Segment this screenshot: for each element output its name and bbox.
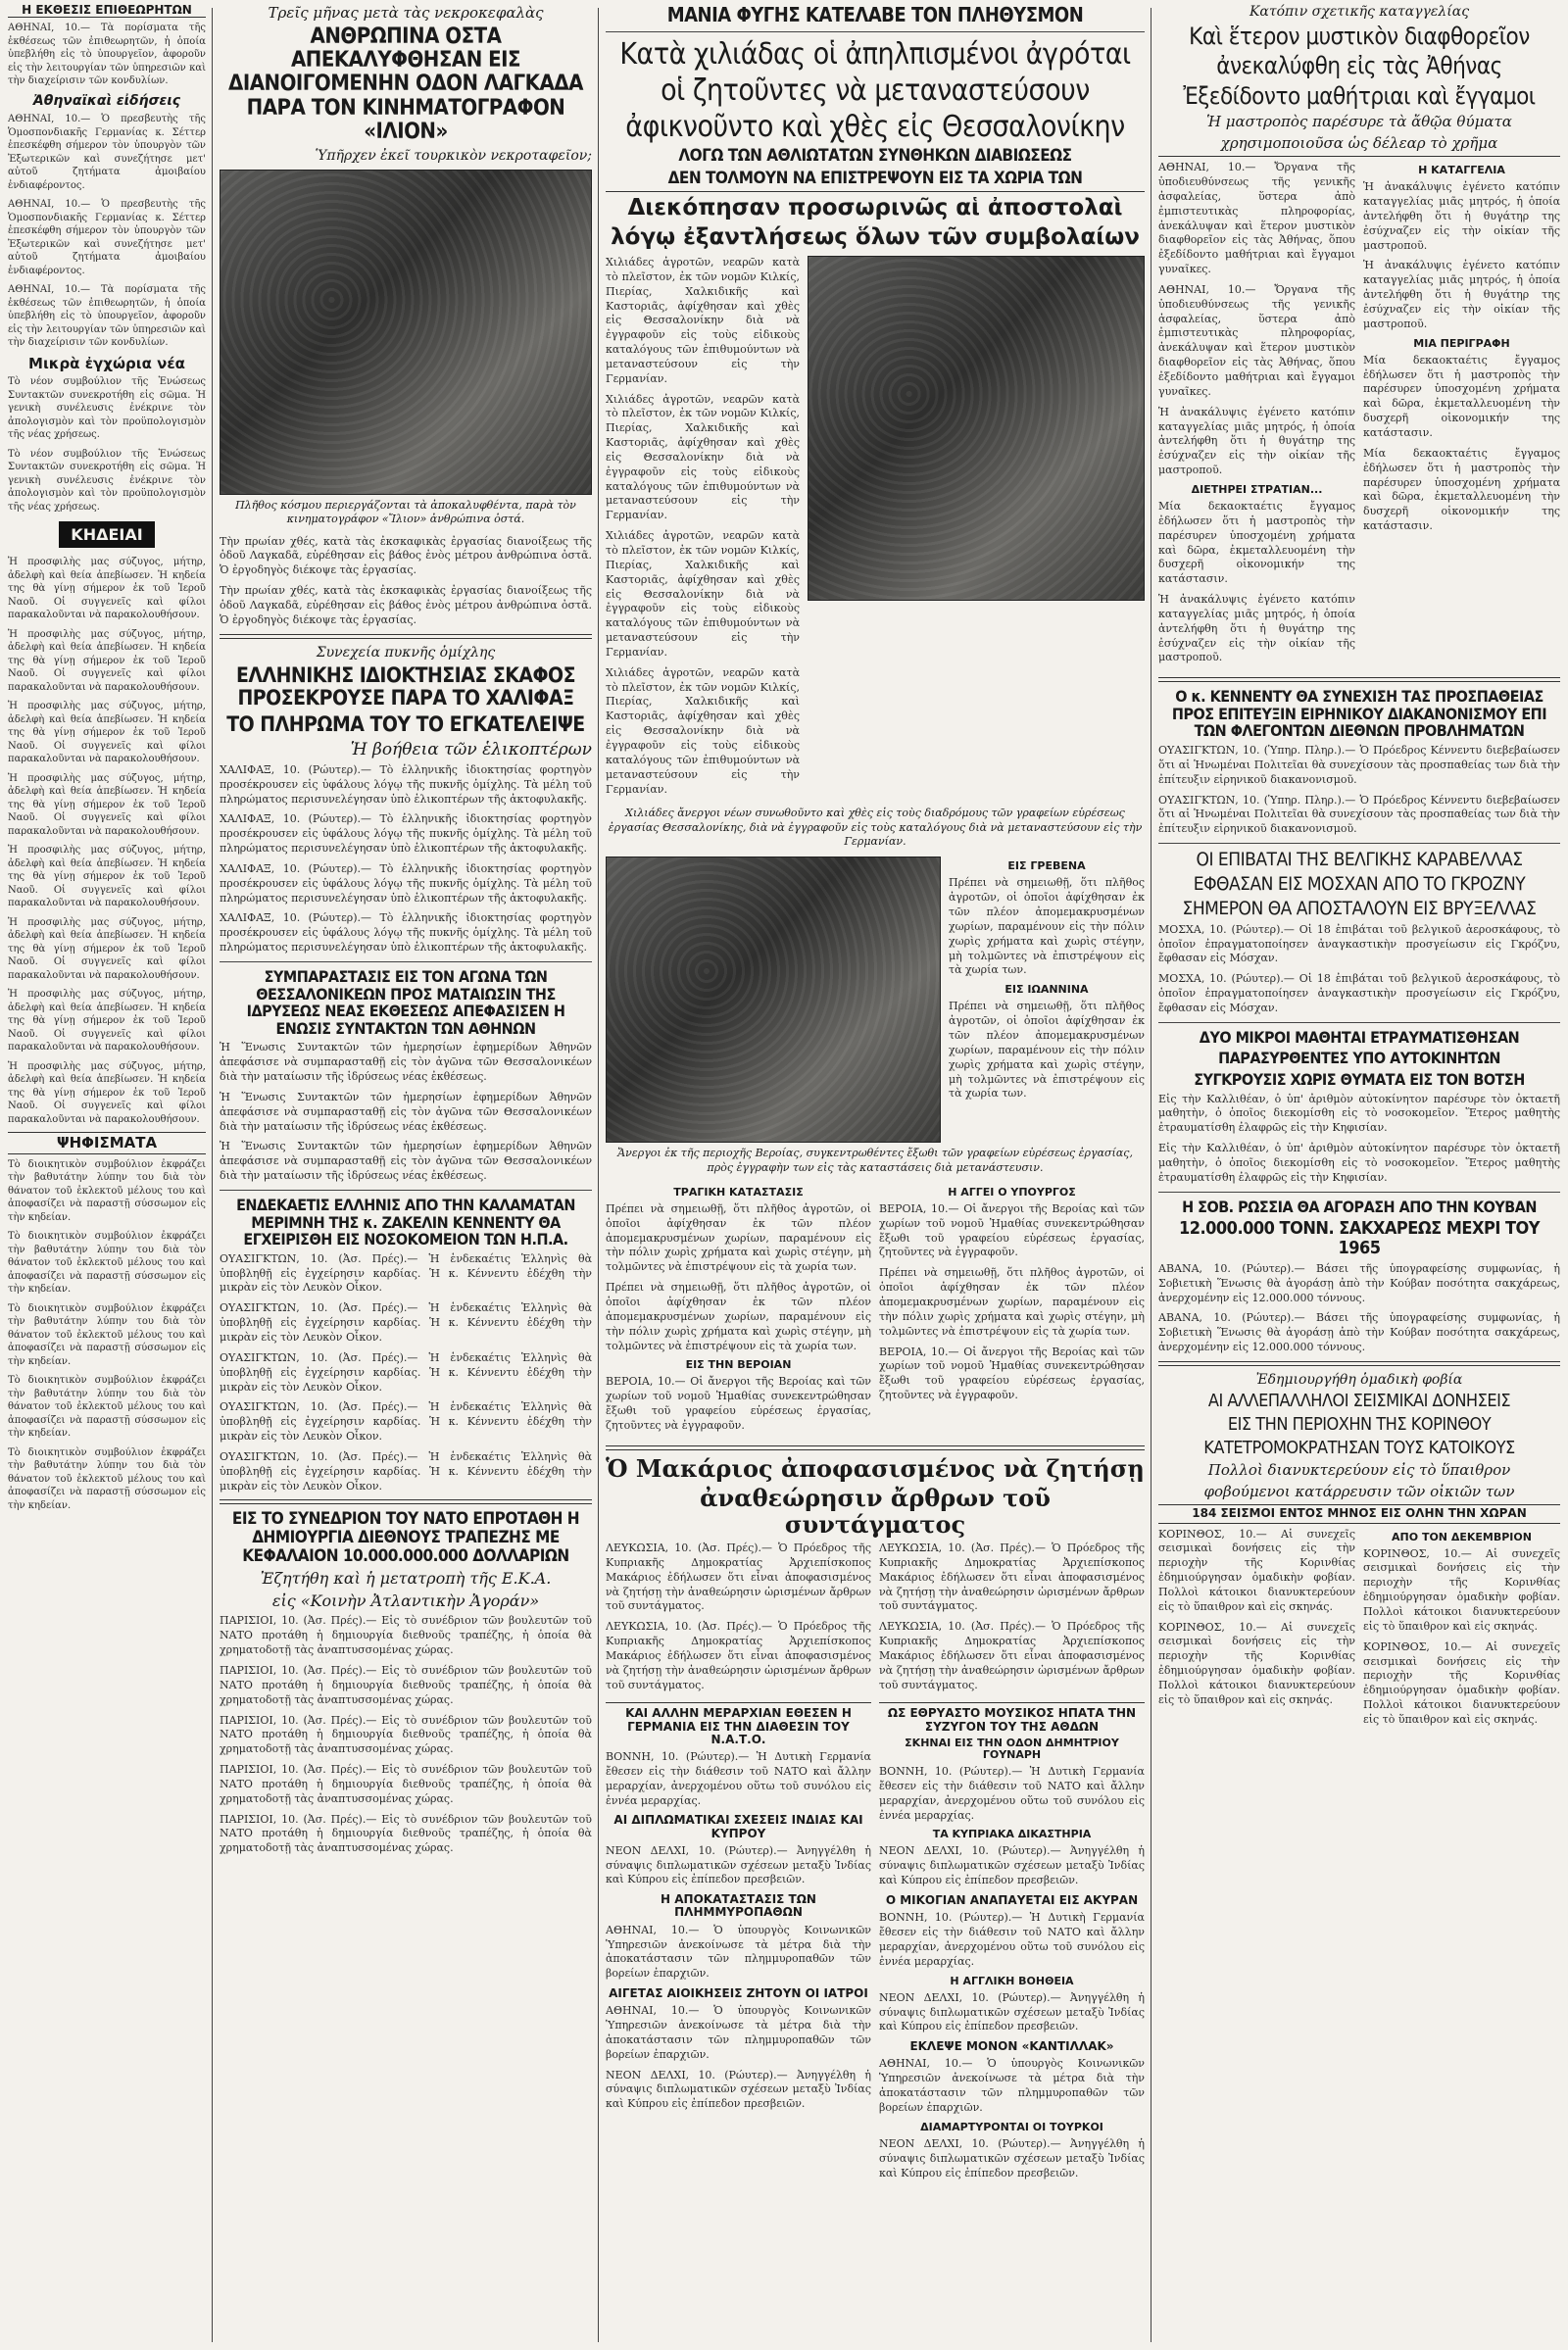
c3-article-3b: ΒΕΡΟΙΑ, 10.— Οἱ ἄνεργοι τῆς Βεροίας καὶ τῶν χωρίων τοῦ νομοῦ Ἠμαθίας συνεκεντρώθησαν ἔξωθι τοῦ γραφείου εὑρέσεως ἐργασίας, ζητοῦντες νὰ ἐγγραφοῦν. bbox=[879, 1201, 1145, 1259]
c2-subheadline: Ὑπῆρχεν ἐκεῖ τουρκικὸν νεκροταφεῖον; bbox=[315, 147, 592, 164]
c3-article-3d: ΒΕΡΟΙΑ, 10.— Οἱ ἄνεργοι τῆς Βεροίας καὶ τῶν χωρίων τοῦ νομοῦ Ἠμαθίας συνεκεντρώθησαν ἔξωθι τοῦ γραφείου εὑρέσεως ἐργασίας, ζητοῦντες νὰ ἐγγραφοῦν. bbox=[879, 1345, 1145, 1402]
c4-headline-4c: ΣΥΓΚΡΟΥΣΙΣ ΧΩΡΙΣ ΘΥΜΑΤΑ ΕΙΣ ΤΟΝ ΒΟΤΣΗ bbox=[1194, 1070, 1525, 1090]
c4-article-7: ΑΒΑΝΑ, 10. (Ρώυτερ).— Βάσει τῆς ὑπογραφείσης συμφωνίας, ἡ Σοβιετικὴ Ἕνωσις θὰ ἀγοράσῃ ἀπὸ τὴν Κούβαν ποσότητα σακχάρεως, ἀνερχομένην εἰς 12.000.000 τόννους. bbox=[1158, 1261, 1560, 1304]
c2-article-5: ΠΑΡΙΣΙΟΙ, 10. (Ἀσ. Πρές).— Εἰς τὸ συνέδριον τῶν βουλευτῶν τοῦ ΝΑΤΟ προτάθη ἡ δημιουργία διεθνοῦς τραπέζης, ἡ ὁποία θὰ χρηματοδοτῇ τὰς ἀναπτυσσομένας χώρας. bbox=[220, 1614, 592, 1657]
left-headline-3: Μικρὰ ἐγχώρια νέα bbox=[28, 354, 185, 372]
c2-rule-3 bbox=[220, 1190, 592, 1191]
c2-article-5b: ΠΑΡΙΣΙΟΙ, 10. (Ἀσ. Πρές).— Εἰς τὸ συνέδριον τῶν βουλευτῶν τοῦ ΝΑΤΟ προτάθη ἡ δημιουργία διεθνοῦς τραπέζης, ἡ ὁποία θὰ χρηματοδοτῇ τὰς ἀναπτυσσομένας χώρας. bbox=[220, 1664, 592, 1706]
c4-headline-6c: ΚΑΤΕΤΡΟΜΟΚΡΑΤΗΣΑΝ ΤΟΥΣ ΚΑΤΟΙΚΟΥΣ bbox=[1203, 1437, 1515, 1458]
left-obituary-5: Ἡ προσφιλὴς μας σύζυγος, μήτηρ, ἀδελφὴ καὶ θεία ἀπεβίωσεν. Ἡ κηδεία της θὰ γίνῃ σήμερον ἐκ τοῦ Ἱεροῦ Ναοῦ. Οἱ συγγενεῖς καὶ φίλοι παρακαλοῦνται νὰ παρακολουθήσουν. bbox=[8, 845, 206, 909]
left-obituary-7: Ἡ προσφιλὴς μας σύζυγος, μήτηρ, ἀδελφὴ καὶ θεία ἀπεβίωσεν. Ἡ κηδεία της θὰ γίνῃ σήμερον ἐκ τοῦ Ἱεροῦ Ναοῦ. Οἱ συγγενεῖς καὶ φίλοι παρακαλοῦνται νὰ παρακολουθήσουν. bbox=[8, 989, 206, 1053]
c2-kicker: Τρεῖς μῆνας μετὰ τὰς νεκροκεφαλὰς bbox=[268, 4, 544, 22]
c4-rule-2 bbox=[1158, 843, 1560, 844]
c3-brief-1: ΚΑΙ ΑΛΛΗΝ ΜΕΡΑΡΧΙΑΝ ΕΘΕΣΕΝ Η ΓΕΡΜΑΝΙΑ ΕΙΣ ΤΗΝ ΔΙΑΘΕΣΙΝ ΤΟΥ Ν.Α.Τ.Ο. bbox=[606, 1702, 871, 1746]
c4-headline-1b: ἀνεκαλύφθη εἰς τὰς Ἀθήνας bbox=[1216, 52, 1502, 80]
c4-article-8: ΚΟΡΙΝΘΟΣ, 10.— Αἱ συνεχεῖς σεισμικαὶ δονήσεις εἰς τὴν περιοχὴν τῆς Κορινθίας ἐδημιούργησαν ὁμαδικὴν φοβίαν. Πολλοὶ κάτοικοι διανυκτερεύουν εἰς τὸ ὕπαιθρον καὶ εἰς σκηνάς. bbox=[1158, 1527, 1355, 1613]
c3-sub-grevena: ΕΙΣ ΓΡΕΒΕΝΑ bbox=[1007, 859, 1086, 873]
c2-article-3b: Ἡ Ἕνωσις Συντακτῶν τῶν ἡμερησίων ἐφημερίδων Ἀθηνῶν ἀπεφάσισε νὰ συμπαρασταθῇ εἰς τὸν ἀγῶνα τῶν Θεσσαλονικέων διὰ τὴν ματαίωσιν τῆς ἱδρύσεως νέας ἐκθέσεως. bbox=[220, 1090, 592, 1133]
c2-article-3c: Ἡ Ἕνωσις Συντακτῶν τῶν ἡμερησίων ἐφημερίδων Ἀθηνῶν ἀπεφάσισε νὰ συμπαρασταθῇ εἰς τὸν ἀγῶνα τῶν Θεσσαλονικέων διὰ τὴν ματαίωσιν τῆς ἱδρύσεως νέας ἐκθέσεως. bbox=[220, 1140, 592, 1183]
c4-sub-1: Ἡ μαστροπὸς παρέσυρε τὰ ἄθῷα θύματα bbox=[1206, 113, 1512, 131]
c3-article-4b: ΛΕΥΚΩΣΙΑ, 10. (Ἀσ. Πρές).— Ὁ Πρόεδρος τῆς Κυπριακῆς Δημοκρατίας Ἀρχιεπίσκοπος Μακάριος ἐδήλωσεν ὅτι εἶναι ἀποφασισμένος νὰ ζητήσῃ τὴν ἀναθεώρησιν ὡρισμένων ἄρθρων τοῦ συντάγματος. bbox=[606, 1620, 871, 1691]
c2-sub-2: Ἡ βοήθεια τῶν ἑλικοπτέρων bbox=[350, 739, 592, 759]
c3-sub-ioannina: ΕΙΣ ΙΩΑΝΝΙΝΑ bbox=[1004, 983, 1089, 997]
left-article-2b: ΑΘΗΝΑΙ, 10.— Ὁ πρεσβευτὴς τῆς Ὁμοσπονδιακῆς Γερμανίας κ. Σέττερ ἐπεσκέφθη σήμερον τὸν ὑπουργὸν τῶν Ἐξωτερικῶν καὶ συνεζήτησε μετ' αὐτοῦ ζητήματα ἀμοιβαίου ἐνδιαφέροντος. bbox=[8, 199, 206, 276]
c4-headline-6a: ΑΙ ΑΛΛΕΠΑΛΛΗΛΟΙ ΣΕΙΣΜΙΚΑΙ ΔΟΝΗΣΕΙΣ bbox=[1207, 1390, 1511, 1411]
c3-headline-1c: ἀφικνοῦντο καὶ χθὲς εἰς Θεσσαλονίκην bbox=[625, 110, 1125, 144]
c4-article-1: ΑΘΗΝΑΙ, 10.— Ὄργανα τῆς ὑποδιευθύνσεως τῆς γενικῆς ἀσφαλείας, ὕστερα ἀπὸ ἐμπιστευτικὰς πληροφορίας, ἀνεκάλυψαν καὶ ἕτερον μυστικὸν διαφθορεῖον εἰς τὰς Ἀθήνας, ὅπου ἐξεδίδοντο μαθήτριαι καὶ ἔγγαμοι γυναῖκες. bbox=[1158, 161, 1355, 276]
kedeiai-heading: ΚΗΔΕΙΑΙ bbox=[59, 521, 154, 548]
c3-brief-7: ΤΑ ΚΥΠΡΙΑΚΑ ΔΙΚΑΣΤΗΡΙΑ bbox=[932, 1828, 1092, 1841]
c4-sub-1b: χρησιμοποιοῦσα ὡς δέλεαρ τὸ χρῆμα bbox=[1158, 134, 1560, 157]
c4-sub-army: ΔΙΕΤΗΡΕΙ ΣΤΡΑΤΙΑΝ... bbox=[1191, 482, 1323, 496]
c2-article-4b: ΟΥΑΣΙΓΚΤΩΝ, 10. (Ἀσ. Πρές).— Ἡ ἑνδεκαέτις Ἑλληνὶς θὰ ὑποβληθῇ εἰς ἐγχείρησιν καρδίας. Ἡ κ. Κέννεντυ ἐδέχθη τὴν μικρὰν εἰς τὸν Λευκὸν Οἶκον. bbox=[220, 1301, 592, 1344]
c3-brief-9: Η ΑΓΓΛΙΚΗ ΒΟΗΘΕΙΑ bbox=[950, 1974, 1074, 1987]
c4-rule-5 bbox=[1158, 1361, 1560, 1366]
left-headline-1: Η ΕΚΘΕΣΙΣ ΕΠΙΘΕΩΡΗΤΩΝ bbox=[8, 4, 206, 18]
c3-brief-4-text: ΑΘΗΝΑΙ, 10.— Ὁ ὑπουργὸς Κοινωνικῶν Ὑπηρεσιῶν ἀνεκοίνωσε τὰ μέτρα διὰ τὴν ἀποκατάστασιν τῶν πλημμυροπαθῶν τῶν βορείων ἐπαρχιῶν. bbox=[606, 2004, 871, 2061]
left-article-3b: Τὸ νέον συμβούλιον τῆς Ἑνώσεως Συντακτῶν συνεκροτήθη εἰς σῶμα. Ἡ γενικὴ συνέλευσις ἐνέκρινε τὸν ἀπολογισμὸν καὶ τὸν προϋπολογισμὸν τῆς νέας χρήσεως. bbox=[8, 448, 206, 513]
c2-rule-4 bbox=[220, 1499, 592, 1504]
column-rule-3 bbox=[1151, 8, 1152, 2342]
c4-article-1d: Μία δεκαοκταέτις ἔγγαμος ἐδήλωσεν ὅτι ἡ μαστροπὸς τὴν παρέσυρεν ὑποσχομένη χρήματα καὶ δῶρα, ἐκμεταλλευομένη τὴν δυσχερῆ οἰκονομικήν της κατάστασιν. bbox=[1158, 499, 1355, 586]
c4-headline-1a: Καὶ ἕτερον μυστικὸν διαφθορεῖον bbox=[1189, 23, 1530, 50]
left-resolution-4: Τὸ διοικητικὸν συμβούλιον ἐκφράζει τὴν βαθυτάτην λύπην του διὰ τὸν θάνατον τοῦ ἐκλεκτοῦ μέλους του καὶ ἀποφασίζει νὰ παραστῇ σύσσωμον εἰς τὴν κηδείαν. bbox=[8, 1375, 206, 1440]
c4-sub-complaint: Η ΚΑΤΑΓΓΕΛΙΑ bbox=[1418, 164, 1505, 177]
c3-headline-1b: οἱ ζητοῦντες νὰ μεταναστεύσουν bbox=[661, 73, 1090, 108]
left-article-2: ΑΘΗΝΑΙ, 10.— Ὁ πρεσβευτὴς τῆς Ὁμοσπονδιακῆς Γερμανίας κ. Σέττερ ἐπεσκέφθη σήμερον τὸν ὑπουργὸν τῶν Ἐξωτερικῶν καὶ συνεζήτησε μετ' αὐτοῦ ζητήματα ἀμοιβαίου ἐνδιαφέροντος. bbox=[8, 114, 206, 191]
left-headline-2: Ἀθηναϊκαὶ εἰδήσεις bbox=[32, 92, 181, 109]
c4-headline-4a: ΔΥΟ ΜΙΚΡΟΙ ΜΑΘΗΤΑΙ ΕΤΡΑΥΜΑΤΙΣΘΗΣΑΝ bbox=[1199, 1027, 1520, 1047]
c4-article-7b: ΑΒΑΝΑ, 10. (Ρώυτερ).— Βάσει τῆς ὑπογραφείσης συμφωνίας, ἡ Σοβιετικὴ Ἕνωσις θὰ ἀγοράσῃ ἀπὸ τὴν Κούβαν ποσότητα σακχάρεως, ἀνερχομένην εἰς 12.000.000 τόννους. bbox=[1158, 1311, 1560, 1354]
c3-article-1d: Χιλιάδες ἀγροτῶν, νεαρῶν κατὰ τὸ πλεῖστον, ἐκ τῶν νομῶν Κιλκίς, Πιερίας, Χαλκιδικῆς καὶ Καστοριᾶς, ἀφίχθησαν καὶ χθὲς εἰς Θεσσαλονίκην διὰ νὰ ἐγγραφοῦν εἰς τοὺς εἰδικοὺς καταλόγους τῶν ἐπιθυμούντων νὰ μεταναστεύσουν εἰς τὴν Γερμανίαν. bbox=[606, 665, 800, 796]
c3-article-3: ΒΕΡΟΙΑ, 10.— Οἱ ἄνεργοι τῆς Βεροίας καὶ τῶν χωρίων τοῦ νομοῦ Ἠμαθίας συνεκεντρώθησαν ἔξωθι τοῦ γραφείου εὑρέσεως ἐργασίας, ζητοῦντες νὰ ἐγγραφοῦν. bbox=[606, 1375, 871, 1432]
c2-sub-5: Ἐζητήθη καὶ ἡ μετατροπὴ τῆς Ε.Κ.Α. bbox=[260, 1569, 552, 1589]
c3-article-4c: ΛΕΥΚΩΣΙΑ, 10. (Ἀσ. Πρές).— Ὁ Πρόεδρος τῆς Κυπριακῆς Δημοκρατίας Ἀρχιεπίσκοπος Μακάριος ἐδήλωσεν ὅτι εἶναι ἀποφασισμένος νὰ ζητήσῃ τὴν ἀναθεώρησιν ὡρισμένων ἄρθρων τοῦ συντάγματος. bbox=[879, 1542, 1145, 1613]
c3-brief-11: ΔΙΑΜΑΡΤΥΡΟΝΤΑΙ ΟΙ ΤΟΥΡΚΟΙ bbox=[920, 2120, 1103, 2133]
c4-kicker-6: Ἐδημιουργήθη ὁμαδικὴ φοβία bbox=[1255, 1371, 1463, 1388]
left-obituary-1: Ἡ προσφιλὴς μας σύζυγος, μήτηρ, ἀδελφὴ καὶ θεία ἀπεβίωσεν. Ἡ κηδεία της θὰ γίνῃ σήμερον ἐκ τοῦ Ἱεροῦ Ναοῦ. Οἱ συγγενεῖς καὶ φίλοι παρακαλοῦνται νὰ παρακολουθήσουν. bbox=[8, 557, 206, 621]
c4-article-1b: ΑΘΗΝΑΙ, 10.— Ὄργανα τῆς ὑποδιευθύνσεως τῆς γενικῆς ἀσφαλείας, ὕστερα ἀπὸ ἐμπιστευτικὰς πληροφορίας, ἀνεκάλυψαν καὶ ἕτερον μυστικὸν διαφθορεῖον εἰς τὰς Ἀθήνας, ὅπου ἐξεδίδοντο μαθήτριαι καὶ ἔγγαμοι γυναῖκες. bbox=[1158, 282, 1355, 398]
c4-sub-6b: φοβούμενοι κατάρρευσιν τῶν οἰκιῶν των bbox=[1203, 1483, 1515, 1501]
c2-article-2: ΧΑΛΙΦΑΞ, 10. (Ρώυτερ).— Τὸ ἑλληνικῆς ἰδιοκτησίας φορτηγὸν προσέκρουσεν εἰς ὑφάλους λόγῳ τῆς πυκνῆς ὁμίχλης. Τὰ μέλη τοῦ πληρώματος περισυνελέγησαν ὑπὸ ἑλικοπτέρων τῆς ἀκτοφυλακῆς. bbox=[220, 762, 592, 806]
c3-headline-1a: Κατὰ χιλιάδας οἱ ἀπηλπισμένοι ἀγρόται bbox=[619, 37, 1131, 72]
c4-sub-6d: ΑΠΟ ΤΟΝ ΔΕΚΕΜΒΡΙΟΝ bbox=[1392, 1530, 1532, 1543]
c4-headline-1c: Ἐξεδίδοντο μαθήτριαι καὶ ἔγγαμοι bbox=[1183, 81, 1536, 110]
c3-subhead-1: ΛΟΓΩ ΤΩΝ ΑΘΛΙΩΤΑΤΩΝ ΣΥΝΘΗΚΩΝ ΔΙΑΒΙΩΣΕΩΣ bbox=[678, 146, 1072, 166]
c3-headline-3a: Ὁ Μακάριος ἀποφασισμένος νὰ ζητήσῃ bbox=[606, 1453, 1145, 1483]
column-2 bbox=[220, 0, 592, 2350]
c2-article-5e: ΠΑΡΙΣΙΟΙ, 10. (Ἀσ. Πρές).— Εἰς τὸ συνέδριον τῶν βουλευτῶν τοῦ ΝΑΤΟ προτάθη ἡ δημιουργία διεθνοῦς τραπέζης, ἡ ὁποία θὰ χρηματοδοτῇ τὰς ἀναπτυσσομένας χώρας. bbox=[220, 1812, 592, 1855]
left-obituary-8: Ἡ προσφιλὴς μας σύζυγος, μήτηρ, ἀδελφὴ καὶ θεία ἀπεβίωσεν. Ἡ κηδεία της θὰ γίνῃ σήμερον ἐκ τοῦ Ἱεροῦ Ναοῦ. Οἱ συγγενεῖς καὶ φίλοι παρακαλοῦνται νὰ παρακολουθήσουν. bbox=[8, 1060, 206, 1125]
c2-photo-caption: Πλῆθος κόσμου περιεργάζονται τὰ ἀποκαλυφθέντα, παρὰ τὸν κινηματογράφον «Ἴλιον» ἀνθρώπινα ὀστά. bbox=[235, 498, 576, 526]
c4-article-6b: Εἰς τὴν Καλλιθέαν, ὁ ὑπ' ἀριθμὸν αὐτοκίνητον παρέσυρε τὸν ὀκταετῆ μαθητὴν, ὁ ὁποῖος διεκομίσθη εἰς τὸ νοσοκομεῖον. Ἕτερος μαθητὴς ἐτραυματίσθη ἐλαφρῶς εἰς τὴν Κηφισίαν. bbox=[1158, 1142, 1560, 1184]
c4-rule-4 bbox=[1158, 1192, 1560, 1193]
c3-brief-10: ΕΚΛΕΨΕ ΜΟΝΟΝ «ΚΑΝΤΙΛΛΑΚ» bbox=[909, 2039, 1114, 2054]
c3-photo-1-caption: Χιλιάδες ἄνεργοι νέων συνωθοῦντο καὶ χθὲς εἰς τοὺς διαδρόμους τῶν γραφείων εὑρέσεως ἐργασίας Θεσσαλονίκης, διὰ νὰ ἐγγραφοῦν εἰς τοὺς καταλόγους διὰ νὰ μεταναστεύσουν εἰς τὴν Γερμανίαν. bbox=[608, 807, 1143, 848]
c4-article-1e: Ἡ ἀνακάλυψις ἐγένετο κατόπιν καταγγελίας μιᾶς μητρός, ἡ ὁποία ἀντελήφθη ὅτι ἡ θυγάτηρ της ἐσύχναζεν εἰς τὴν οἰκίαν τῆς μαστροποῦ. bbox=[1158, 593, 1355, 664]
c3-brief-2: ΑΙ ΔΙΠΛΩΜΑΤΙΚΑΙ ΣΧΕΣΕΙΣ ΙΝΔΙΑΣ ΚΑΙ ΚΥΠΡΟΥ bbox=[613, 1813, 863, 1840]
c3-brief-8-text: ΒΟΝΝΗ, 10. (Ρώυτερ).— Ἡ Δυτικὴ Γερμανία ἔθεσεν εἰς τὴν διάθεσιν τοῦ ΝΑΤΟ καὶ ἄλλην μεραρχίαν, ἀνερχομένου οὕτω τοῦ συνόλου εἰς ἐννέα μεραρχίας. bbox=[879, 1911, 1145, 1968]
c3-rule-mid bbox=[606, 1445, 1145, 1450]
c4-headline-5a: Η ΣΟΒ. ΡΩΣΣΙΑ ΘΑ ΑΓΟΡΑΣΗ ΑΠΟ ΤΗΝ ΚΟΥΒΑΝ bbox=[1182, 1197, 1537, 1216]
c3-article-3c: Πρέπει νὰ σημειωθῇ, ὅτι πλῆθος ἀγροτῶν, οἱ ὁποῖοι ἀφίχθησαν ἐκ τῶν πλέον ἀπομεμακρυσμένων χωρίων, παραμένουν εἰς τὴν πόλιν χωρὶς χρήματα καὶ χωρὶς στέγην, μὴ τολμῶντες νὰ ἐπιστρέψουν εἰς τὰ χωρία των. bbox=[879, 1266, 1145, 1338]
c4-kicker: Κατόπιν σχετικῆς καταγγελίας bbox=[1249, 4, 1470, 20]
c3-brief-6: ΣΚΗΝΑΙ ΕΙΣ ΤΗΝ ΟΔΟΝ ΔΗΜΗΤΡΙΟΥ ΓΟΥΝΑΡΗ bbox=[905, 1736, 1119, 1761]
c3-headline-2b: λόγῳ ἐξαντλήσεως ὅλων τῶν συμβολαίων bbox=[611, 223, 1140, 250]
c3-brief-4-textb: ΝΕΟΝ ΔΕΛΧΙ, 10. (Ρώυτερ).— Ἀνηγγέλθη ἡ σύναψις διπλωματικῶν σχέσεων μεταξὺ Ἰνδίας καὶ Κύπρου εἰς ἐπίπεδον πρεσβειῶν. bbox=[606, 2068, 871, 2111]
c4-headline-3c: ΣΗΜΕΡΟΝ ΘΑ ΑΠΟΣΤΑΛΟΥΝ ΕΙΣ ΒΡΥΞΕΛΛΑΣ bbox=[1182, 897, 1537, 919]
c4-article-2: Ἡ ἀνακάλυψις ἐγένετο κατόπιν καταγγελίας μιᾶς μητρός, ἡ ὁποία ἀντελήφθη ὅτι ἡ θυγάτηρ της ἐσύχναζεν εἰς τὴν οἰκίαν τῆς μαστροποῦ. bbox=[1363, 180, 1560, 252]
c3-photo-1 bbox=[808, 256, 1145, 601]
c2-headline-2: ΕΛΛΗΝΙΚΗΣ ΙΔΙΟΚΤΗΣΙΑΣ ΣΚΑΦΟΣ ΠΡΟΣΕΚΡΟΥΣΕ ΠΑΡΑ ΤΟ ΧΑΛΙΦΑΞ bbox=[235, 662, 576, 710]
c2-article-2b: ΧΑΛΙΦΑΞ, 10. (Ρώυτερ).— Τὸ ἑλληνικῆς ἰδιοκτησίας φορτηγὸν προσέκρουσεν εἰς ὑφάλους λόγῳ τῆς πυκνῆς ὁμίχλης. Τὰ μέλη τοῦ πληρώματος περισυνελέγησαν ὑπὸ ἑλικοπτέρων τῆς ἀκτοφυλακῆς. bbox=[220, 812, 592, 856]
c4-article-8b: ΚΟΡΙΝΘΟΣ, 10.— Αἱ συνεχεῖς σεισμικαὶ δονήσεις εἰς τὴν περιοχὴν τῆς Κορινθίας ἐδημιούργησαν ὁμαδικὴν φοβίαν. Πολλοὶ κάτοικοι διανυκτερεύουν εἰς τὸ ὕπαιθρον καὶ εἰς σκηνάς. bbox=[1158, 1620, 1355, 1706]
c3-brief-2-text: ΝΕΟΝ ΔΕΛΧΙ, 10. (Ρώυτερ).— Ἀνηγγέλθη ἡ σύναψις διπλωματικῶν σχέσεων μεταξὺ Ἰνδίας καὶ Κύπρου εἰς ἐπίπεδον πρεσβειῶν. bbox=[606, 1843, 871, 1886]
left-obituary-3: Ἡ προσφιλὴς μας σύζυγος, μήτηρ, ἀδελφὴ καὶ θεία ἀπεβίωσεν. Ἡ κηδεία της θὰ γίνῃ σήμερον ἐκ τοῦ Ἱεροῦ Ναοῦ. Οἱ συγγενεῖς καὶ φίλοι παρακαλοῦνται νὰ παρακολουθήσουν. bbox=[8, 701, 206, 765]
c4-article-2b: Ἡ ἀνακάλυψις ἐγένετο κατόπιν καταγγελίας μιᾶς μητρός, ἡ ὁποία ἀντελήφθη ὅτι ἡ θυγάτηρ της ἐσύχναζεν εἰς τὴν οἰκίαν τῆς μαστροποῦ. bbox=[1363, 259, 1560, 330]
c2-headline-2b: ΤΟ ΠΛΗΡΩΜΑ ΤΟΥ ΤΟ ΕΓΚΑΤΕΛΕΙΨΕ bbox=[226, 711, 585, 736]
c4-article-4b: ΟΥΑΣΙΓΚΤΩΝ, 10. (Ὑπηρ. Πληρ.).— Ὁ Πρόεδρος Κέννεντυ διεβεβαίωσεν ὅτι αἱ Ἡνωμέναι Πολιτεῖαι θὰ συνεχίσουν τὰς προσπαθείας των διὰ τὴν ἐπίτευξιν εἰρηνικοῦ διακανονισμοῦ. bbox=[1158, 793, 1560, 836]
column-rule-1 bbox=[212, 8, 213, 2342]
c2-article-1: Τὴν πρωίαν χθές, κατὰ τὰς ἐκσκαφικὰς ἐργασίας διανοίξεως τῆς ὁδοῦ Λαγκαδᾶ, εὑρέθησαν εἰς βάθος ἑνὸς μέτρου ἀνθρώπινα ὀστᾶ. Ὁ ἐργοδηγὸς διέκοψε τὰς ἐργασίας. bbox=[220, 534, 592, 577]
c2-article-4d: ΟΥΑΣΙΓΚΤΩΝ, 10. (Ἀσ. Πρές).— Ἡ ἑνδεκαέτις Ἑλληνὶς θὰ ὑποβληθῇ εἰς ἐγχείρησιν καρδίας. Ἡ κ. Κέννεντυ ἐδέχθη τὴν μικρὰν εἰς τὸν Λευκὸν Οἶκον. bbox=[220, 1400, 592, 1444]
c4-article-5: ΜΟΣΧΑ, 10. (Ρώυτερ).— Οἱ 18 ἐπιβάται τοῦ βελγικοῦ ἀεροσκάφους, τὸ ὁποῖον ἐπραγματοποίησεν ἀναγκαστικὴν προσγείωσιν εἰς Γκρόζνυ, ἔφθασαν εἰς Μόσχαν. bbox=[1158, 922, 1560, 965]
c2-headline-3: ΣΥΜΠΑΡΑΣΤΑΣΙΣ ΕΙΣ ΤΟΝ ΑΓΩΝΑ ΤΩΝ ΘΕΣΣΑΛΟΝΙΚΕΩΝ ΠΡΟΣ ΜΑΤΑΙΩΣΙΝ ΤΗΣ ΙΔΡΥΣΕΩΣ ΝΕΑΣ ΕΚΘΕΣΕΩΣ ΑΠΕΦΑΣΙΣΕΝ Η ΕΝΩΣΙΣ ΣΥΝΤΑΚΤΩΝ ΤΩΝ ΑΘΗΝΩΝ bbox=[246, 967, 565, 1038]
c2-kicker-2: Συνεχεία πυκνῆς ὁμίχλης bbox=[316, 644, 496, 661]
c3-brief-10-text: ΑΘΗΝΑΙ, 10.— Ὁ ὑπουργὸς Κοινωνικῶν Ὑπηρεσιῶν ἀνεκοίνωσε τὰ μέτρα διὰ τὴν ἀποκατάστασιν τῶν πλημμυροπαθῶν τῶν βορείων ἐπαρχιῶν. bbox=[879, 2057, 1145, 2114]
column-rule-2 bbox=[598, 8, 599, 2342]
left-article-1: ΑΘΗΝΑΙ, 10.— Τὰ πορίσματα τῆς ἐκθέσεως τῶν ἐπιθεωρητῶν, ἡ ὁποία ὑπεβλήθη εἰς τὸ ὑπουργεῖον, ἀφοροῦν εἰς τὴν λειτουργίαν τῶν ὑπηρεσιῶν καὶ τὴν διαχείρισιν τῶν κονδυλίων. bbox=[8, 23, 206, 87]
c2-article-4e: ΟΥΑΣΙΓΚΤΩΝ, 10. (Ἀσ. Πρές).— Ἡ ἑνδεκαέτις Ἑλληνὶς θὰ ὑποβληθῇ εἰς ἐγχείρησιν καρδίας. Ἡ κ. Κέννεντυ ἐδέχθη τὴν μικρὰν εἰς τὸν Λευκὸν Οἶκον. bbox=[220, 1449, 592, 1493]
c2-sub-5b: εἰς «Κοινὴν Ἀτλαντικὴν Ἀγοράν» bbox=[271, 1591, 540, 1611]
c2-article-2c: ΧΑΛΙΦΑΞ, 10. (Ρώυτερ).— Τὸ ἑλληνικῆς ἰδιοκτησίας φορτηγὸν προσέκρουσεν εἰς ὑφάλους λόγῳ τῆς πυκνῆς ὁμίχλης. Τὰ μέλη τοῦ πληρώματος περισυνελέγησαν ὑπὸ ἑλικοπτέρων τῆς ἀκτοφυλακῆς. bbox=[220, 861, 592, 905]
left-obituary-4: Ἡ προσφιλὴς μας σύζυγος, μήτηρ, ἀδελφὴ καὶ θεία ἀπεβίωσεν. Ἡ κηδεία της θὰ γίνῃ σήμερον ἐκ τοῦ Ἱεροῦ Ναοῦ. Οἱ συγγενεῖς καὶ φίλοι παρακαλοῦνται νὰ παρακολουθήσουν. bbox=[8, 772, 206, 837]
c4-sub-description: ΜΙΑ ΠΕΡΙΓΡΑΦΗ bbox=[1413, 336, 1510, 350]
c3-article-ioannina: Πρέπει νὰ σημειωθῇ, ὅτι πλῆθος ἀγροτῶν, οἱ ὁποῖοι ἀφίχθησαν ἐκ τῶν πλέον ἀπομεμακρυσμένων χωρίων, παραμένουν εἰς τὴν πόλιν χωρὶς χρήματα καὶ χωρὶς στέγην, μὴ τολμῶντες νὰ ἐπιστρέψουν εἰς τὰ χωρία των. bbox=[949, 1000, 1145, 1101]
c4-headline-3b: ΕΦΘΑΣΑΝ ΕΙΣ ΜΟΣΧΑΝ ΑΠΟ ΤΟ ΓΚΡΟΖΝΥ bbox=[1193, 873, 1526, 895]
c2-headline: ΑΝΘΡΩΠΙΝΑ ΟΣΤΑ ΑΠΕΚΑΛΥΦΘΗΣΑΝ ΕΙΣ ΔΙΑΝΟΙΓΟΜΕΝΗΝ ΟΔΟΝ ΛΑΓΚΑΔΑ ΠΑΡΑ ΤΟΝ ΚΙΝΗΜΑΤΟΓΡΑΦΟΝ «ΙΛΙΟΝ» bbox=[228, 24, 583, 144]
left-resolution-3: Τὸ διοικητικὸν συμβούλιον ἐκφράζει τὴν βαθυτάτην λύπην του διὰ τὸν θάνατον τοῦ ἐκλεκτοῦ μέλους του καὶ ἀποφασίζει νὰ παραστῇ σύσσωμον εἰς τὴν κηδείαν. bbox=[8, 1302, 206, 1367]
c4-sub-6: Πολλοὶ διανυκτερεύουν εἰς τὸ ὕπαιθρον bbox=[1207, 1461, 1511, 1480]
c3-kicker: ΜΑΝΙΑ ΦΥΓΗΣ ΚΑΤΕΛΑΒΕ ΤΟΝ ΠΛΗΘΥΣΜΟΝ bbox=[666, 3, 1084, 26]
c4-article-4: ΟΥΑΣΙΓΚΤΩΝ, 10. (Ὑπηρ. Πληρ.).— Ὁ Πρόεδρος Κέννεντυ διεβεβαίωσεν ὅτι αἱ Ἡνωμέναι Πολιτεῖαι θὰ συνεχίσουν τὰς προσπαθείας των διὰ τὴν ἐπίτευξιν εἰρηνικοῦ διακανονισμοῦ. bbox=[1158, 744, 1560, 786]
c3-photo-2 bbox=[606, 857, 941, 1143]
c3-article-2b: Πρέπει νὰ σημειωθῇ, ὅτι πλῆθος ἀγροτῶν, οἱ ὁποῖοι ἀφίχθησαν ἐκ τῶν πλέον ἀπομεμακρυσμένων χωρίων, παραμένουν εἰς τὴν πόλιν χωρὶς χρήματα καὶ χωρὶς στέγην, μὴ τολμῶντες νὰ ἐπιστρέψουν εἰς τὰ χωρία των. bbox=[606, 1281, 871, 1352]
c3-brief-1-text: ΒΟΝΝΗ, 10. (Ρώυτερ).— Ἡ Δυτικὴ Γερμανία ἔθεσεν εἰς τὴν διάθεσιν τοῦ ΝΑΤΟ καὶ ἄλλην μεραρχίαν, ἀνερχομένου οὕτω τοῦ συνόλου εἰς ἐννέα μεραρχίας. bbox=[606, 1750, 871, 1807]
c4-sub-6c: 184 ΣΕΙΣΜΟΙ ΕΝΤΟΣ ΜΗΝΟΣ ΕΙΣ ΟΛΗΝ ΤΗΝ ΧΩΡΑΝ bbox=[1158, 1504, 1560, 1523]
c3-brief-11-text: ΝΕΟΝ ΔΕΛΧΙ, 10. (Ρώυτερ).— Ἀνηγγέλθη ἡ σύναψις διπλωματικῶν σχέσεων μεταξὺ Ἰνδίας καὶ Κύπρου εἰς ἐπίπεδον πρεσβειῶν. bbox=[879, 2136, 1145, 2179]
c4-headline-6b: ΕΙΣ ΤΗΝ ΠΕΡΙΟΧΗΝ ΤΗΣ ΚΟΡΙΝΘΟΥ bbox=[1227, 1413, 1492, 1435]
c3-sub-minister: Η ΑΓΓΕΙ Ο ΥΠΟΥΡΓΟΣ bbox=[948, 1185, 1076, 1199]
c4-headline-5b: 12.000.000 ΤΟΝΝ. ΣΑΚΧΑΡΕΩΣ ΜΕΧΡΙ ΤΟΥ 1965 bbox=[1178, 1218, 1541, 1259]
psifismata-heading: ΨΗΦΙΣΜΑΤΑ bbox=[8, 1132, 206, 1154]
c3-rule-top bbox=[606, 31, 1145, 32]
c4-article-8c: ΚΟΡΙΝΘΟΣ, 10.— Αἱ συνεχεῖς σεισμικαὶ δονήσεις εἰς τὴν περιοχὴν τῆς Κορινθίας ἐδημιούργησαν ὁμαδικὴν φοβίαν. Πολλοὶ κάτοικοι διανυκτερεύουν εἰς τὸ ὕπαιθρον καὶ εἰς σκηνάς. bbox=[1363, 1546, 1560, 1633]
c3-brief-7-text: ΝΕΟΝ ΔΕΛΧΙ, 10. (Ρώυτερ).— Ἀνηγγέλθη ἡ σύναψις διπλωματικῶν σχέσεων μεταξὺ Ἰνδίας καὶ Κύπρου εἰς ἐπίπεδον πρεσβειῶν. bbox=[879, 1844, 1145, 1887]
c4-rule-1 bbox=[1158, 677, 1560, 682]
left-resolution-2: Τὸ διοικητικὸν συμβούλιον ἐκφράζει τὴν βαθυτάτην λύπην του διὰ τὸν θάνατον τοῦ ἐκλεκτοῦ μέλους του καὶ ἀποφασίζει νὰ παραστῇ σύσσωμον εἰς τὴν κηδείαν. bbox=[8, 1231, 206, 1296]
c3-brief-8: Ο ΜΙΚΟΓΙΑΝ ΑΝΑΠΑΥΕΤΑΙ ΕΙΣ ΑΚΥΡΑΝ bbox=[885, 1893, 1139, 1907]
c4-article-6: Εἰς τὴν Καλλιθέαν, ὁ ὑπ' ἀριθμὸν αὐτοκίνητον παρέσυρε τὸν ὀκταετῆ μαθητὴν, ὁ ὁποῖος διεκομίσθη εἰς τὸ νοσοκομεῖον. Ἕτερος μαθητὴς ἐτραυματίσθη ἐλαφρῶς εἰς τὴν Κηφισίαν. bbox=[1158, 1092, 1560, 1135]
c2-headline-4: ΕΝΔΕΚΑΕΤΙΣ ΕΛΛΗΝΙΣ ΑΠΟ ΤΗΝ ΚΑΛΑΜΑΤΑΝ ΜΕΡΙΜΝΗ ΤΗΣ κ. ΖΑΚΕΛΙΝ ΚΕΝΝΕΝΤΥ ΘΑ ΕΓΧΕΙΡΙΣΘΗ ΕΙΣ ΝΟΣΟΚΟΜΕΙΟΝ ΤΩΝ Η.Π.Α. bbox=[236, 1195, 575, 1249]
c3-article-1: Χιλιάδες ἀγροτῶν, νεαρῶν κατὰ τὸ πλεῖστον, ἐκ τῶν νομῶν Κιλκίς, Πιερίας, Χαλκιδικῆς καὶ Καστοριᾶς, ἀφίχθησαν καὶ χθὲς εἰς Θεσσαλονίκην διὰ νὰ ἐγγραφοῦν εἰς τοὺς εἰδικοὺς καταλόγους τῶν ἐπιθυμούντων νὰ μεταναστεύσουν εἰς τὴν Γερμανίαν. bbox=[606, 255, 800, 385]
c4-article-3: Μία δεκαοκταέτις ἔγγαμος ἐδήλωσεν ὅτι ἡ μαστροπὸς τὴν παρέσυρεν ὑποσχομένη χρήματα καὶ δῶρα, ἐκμεταλλευομένη τὴν δυσχερῆ οἰκονομικήν της κατάστασιν. bbox=[1363, 353, 1560, 440]
c2-article-4: ΟΥΑΣΙΓΚΤΩΝ, 10. (Ἀσ. Πρές).— Ἡ ἑνδεκαέτις Ἑλληνὶς θὰ ὑποβληθῇ εἰς ἐγχείρησιν καρδίας. Ἡ κ. Κέννεντυ ἐδέχθη τὴν μικρὰν εἰς τὸν Λευκὸν Οἶκον. bbox=[220, 1251, 592, 1295]
c3-article-grevena: Πρέπει νὰ σημειωθῇ, ὅτι πλῆθος ἀγροτῶν, οἱ ὁποῖοι ἀφίχθησαν ἐκ τῶν πλέον ἀπομεμακρυσμένων χωρίων, παραμένουν εἰς τὴν πόλιν χωρὶς χρήματα καὶ χωρὶς στέγην, μὴ τολμῶντες νὰ ἐπιστρέψουν εἰς τὰ χωρία των. bbox=[949, 876, 1145, 977]
c3-article-1c: Χιλιάδες ἀγροτῶν, νεαρῶν κατὰ τὸ πλεῖστον, ἐκ τῶν νομῶν Κιλκίς, Πιερίας, Χαλκιδικῆς καὶ Καστοριᾶς, ἀφίχθησαν καὶ χθὲς εἰς Θεσσαλονίκην διὰ νὰ ἐγγραφοῦν εἰς τοὺς εἰδικοὺς καταλόγους τῶν ἐπιθυμούντων νὰ μεταναστεύσουν εἰς τὴν Γερμανίαν. bbox=[606, 529, 800, 659]
left-obituary-6: Ἡ προσφιλὴς μας σύζυγος, μήτηρ, ἀδελφὴ καὶ θεία ἀπεβίωσεν. Ἡ κηδεία της θὰ γίνῃ σήμερον ἐκ τοῦ Ἱεροῦ Ναοῦ. Οἱ συγγενεῖς καὶ φίλοι παρακαλοῦνται νὰ παρακολουθήσουν. bbox=[8, 916, 206, 981]
c2-article-1b: Τὴν πρωίαν χθές, κατὰ τὰς ἐκσκαφικὰς ἐργασίας διανοίξεως τῆς ὁδοῦ Λαγκαδᾶ, εὑρέθησαν εἰς βάθος ἑνὸς μέτρου ἀνθρώπινα ὀστᾶ. Ὁ ἐργοδηγὸς διέκοψε τὰς ἐργασίας. bbox=[220, 584, 592, 626]
c2-photo bbox=[220, 170, 592, 495]
c2-article-3: Ἡ Ἕνωσις Συντακτῶν τῶν ἡμερησίων ἐφημερίδων Ἀθηνῶν ἀπεφάσισε νὰ συμπαρασταθῇ εἰς τὸν ἀγῶνα τῶν Θεσσαλονικέων διὰ τὴν ματαίωσιν τῆς ἱδρύσεως νέας ἐκθέσεως. bbox=[220, 1041, 592, 1084]
c3-subhead-2: ΔΕΝ ΤΟΛΜΟΥΝ ΝΑ ΕΠΙΣΤΡΕΨΟΥΝ ΕΙΣ ΤΑ ΧΩΡΙΑ ΤΩΝ bbox=[606, 170, 1145, 193]
c4-article-5b: ΜΟΣΧΑ, 10. (Ρώυτερ).— Οἱ 18 ἐπιβάται τοῦ βελγικοῦ ἀεροσκάφους, τὸ ὁποῖον ἐπραγματοποίησεν ἀναγκαστικὴν προσγείωσιν εἰς Γκρόζνυ, ἔφθασαν εἰς Μόσχαν. bbox=[1158, 972, 1560, 1014]
left-resolution-5: Τὸ διοικητικὸν συμβούλιον ἐκφράζει τὴν βαθυτάτην λύπην του διὰ τὸν θάνατον τοῦ ἐκλεκτοῦ μέλους του καὶ ἀποφασίζει νὰ παραστῇ σύσσωμον εἰς τὴν κηδείαν. bbox=[8, 1446, 206, 1511]
left-obituary-2: Ἡ προσφιλὴς μας σύζυγος, μήτηρ, ἀδελφὴ καὶ θεία ἀπεβίωσεν. Ἡ κηδεία της θὰ γίνῃ σήμερον ἐκ τοῦ Ἱεροῦ Ναοῦ. Οἱ συγγενεῖς καὶ φίλοι παρακαλοῦνται νὰ παρακολουθήσουν. bbox=[8, 628, 206, 693]
c3-sub-tragic: ΤΡΑΓΙΚΗ ΚΑΤΑΣΤΑΣΙΣ bbox=[673, 1185, 804, 1199]
column-4 bbox=[1158, 0, 1560, 2350]
c3-photo-2-caption: Ἄνεργοι ἐκ τῆς περιοχῆς Βεροίας, συγκεντρωθέντες ἔξωθι τῶν γραφείων εὑρέσεως ἐργασίας, πρὸς ἐγγραφὴν των εἰς τὰς καταστάσεις διὰ μετανάστευσιν. bbox=[617, 1147, 1133, 1174]
c4-article-8d: ΚΟΡΙΝΘΟΣ, 10.— Αἱ συνεχεῖς σεισμικαὶ δονήσεις εἰς τὴν περιοχὴν τῆς Κορινθίας ἐδημιούργησαν ὁμαδικὴν φοβίαν. Πολλοὶ κάτοικοι διανυκτερεύουν εἰς τὸ ὕπαιθρον καὶ εἰς σκηνάς. bbox=[1363, 1640, 1560, 1726]
c4-article-3b: Μία δεκαοκταέτις ἔγγαμος ἐδήλωσεν ὅτι ἡ μαστροπὸς τὴν παρέσυρεν ὑποσχομένη χρήματα καὶ δῶρα, ἐκμεταλλευομένη τὴν δυσχερῆ οἰκονομικήν της κατάστασιν. bbox=[1363, 446, 1560, 533]
c3-headline-3b: ἀναθεώρησιν ἄρθρων τοῦ συντάγματος bbox=[700, 1484, 1051, 1539]
c4-headline-3a: ΟΙ ΕΠΙΒΑΤΑΙ ΤΗΣ ΒΕΛΓΙΚΗΣ ΚΑΡΑΒΕΛΛΑΣ bbox=[1196, 849, 1523, 871]
c2-rule-2 bbox=[220, 961, 592, 962]
c3-article-4: ΛΕΥΚΩΣΙΑ, 10. (Ἀσ. Πρές).— Ὁ Πρόεδρος τῆς Κυπριακῆς Δημοκρατίας Ἀρχιεπίσκοπος Μακάριος ἐδήλωσεν ὅτι εἶναι ἀποφασισμένος νὰ ζητήσῃ τὴν ἀναθεώρησιν ὡρισμένων ἄρθρων τοῦ συντάγματος. bbox=[606, 1542, 871, 1613]
c3-sub-veroia: ΕΙΣ ΤΗΝ ΒΕΡΟΙΑΝ bbox=[685, 1358, 792, 1372]
c2-rule-1 bbox=[220, 634, 592, 639]
c4-rule-3 bbox=[1158, 1022, 1560, 1023]
c3-brief-3-text: ΑΘΗΝΑΙ, 10.— Ὁ ὑπουργὸς Κοινωνικῶν Ὑπηρεσιῶν ἀνεκοίνωσε τὰ μέτρα διὰ τὴν ἀποκατάστασιν τῶν πλημμυροπαθῶν τῶν βορείων ἐπαρχιῶν. bbox=[606, 1923, 871, 1981]
c3-article-2: Πρέπει νὰ σημειωθῇ, ὅτι πλῆθος ἀγροτῶν, οἱ ὁποῖοι ἀφίχθησαν ἐκ τῶν πλέον ἀπομεμακρυσμένων χωρίων, παραμένουν εἰς τὴν πόλιν χωρὶς χρήματα καὶ χωρὶς στέγην, μὴ τολμῶντες νὰ ἐπιστρέψουν εἰς τὰ χωρία των. bbox=[606, 1201, 871, 1274]
c4-headline-4b: ΠΑΡΑΣΥΡΘΕΝΤΕΣ ΥΠΟ ΑΥΤΟΚΙΝΗΤΩΝ bbox=[1218, 1049, 1500, 1068]
c2-article-2d: ΧΑΛΙΦΑΞ, 10. (Ρώυτερ).— Τὸ ἑλληνικῆς ἰδιοκτησίας φορτηγὸν προσέκρουσεν εἰς ὑφάλους λόγῳ τῆς πυκνῆς ὁμίχλης. Τὰ μέλη τοῦ πληρώματος περισυνελέγησαν ὑπὸ ἑλικοπτέρων τῆς ἀκτοφυλακῆς. bbox=[220, 911, 592, 955]
c3-article-1b: Χιλιάδες ἀγροτῶν, νεαρῶν κατὰ τὸ πλεῖστον, ἐκ τῶν νομῶν Κιλκίς, Πιερίας, Χαλκιδικῆς καὶ Καστοριᾶς, ἀφίχθησαν καὶ χθὲς εἰς Θεσσαλονίκην διὰ νὰ ἐγγραφοῦν εἰς τοὺς εἰδικοὺς καταλόγους τῶν ἐπιθυμούντων νὰ μεταναστεύσουν εἰς τὴν Γερμανίαν. bbox=[606, 392, 800, 522]
left-article-2c: ΑΘΗΝΑΙ, 10.— Τὰ πορίσματα τῆς ἐκθέσεως τῶν ἐπιθεωρητῶν, ἡ ὁποία ὑπεβλήθη εἰς τὸ ὑπουργεῖον, ἀφοροῦν εἰς τὴν λειτουργίαν τῶν ὑπηρεσιῶν καὶ τὴν διαχείρισιν τῶν κονδυλίων. bbox=[8, 284, 206, 349]
left-article-3: Τὸ νέον συμβούλιον τῆς Ἑνώσεως Συντακτῶν συνεκροτήθη εἰς σῶμα. Ἡ γενικὴ συνέλευσις ἐνέκρινε τὸν ἀπολογισμὸν καὶ τὸν προϋπολογισμὸν τῆς νέας χρήσεως. bbox=[8, 376, 206, 441]
c4-article-1c: Ἡ ἀνακάλυψις ἐγένετο κατόπιν καταγγελίας μιᾶς μητρός, ἡ ὁποία ἀντελήφθη ὅτι ἡ θυγάτηρ της ἐσύχναζεν εἰς τὴν οἰκίαν τῆς μαστροποῦ. bbox=[1158, 405, 1355, 477]
c3-brief-4: ΑΙΓΕΤΑΣ ΑΙΟΙΚΗΣΕΙΣ ΖΗΤΟΥΝ ΟΙ ΙΑΤΡΟΙ bbox=[609, 1986, 868, 2001]
c3-brief-5: ΩΣ ΕΘΡΥΑΣΤΟ ΜΟΥΣΙΚΟΣ ΗΠΑΤΑ ΤΗΝ ΣΥΖΥΓΟΝ ΤΟΥ ΤΗΣ ΑΘΔΩΝ bbox=[879, 1702, 1145, 1733]
c2-article-5d: ΠΑΡΙΣΙΟΙ, 10. (Ἀσ. Πρές).— Εἰς τὸ συνέδριον τῶν βουλευτῶν τοῦ ΝΑΤΟ προτάθη ἡ δημιουργία διεθνοῦς τραπέζης, ἡ ὁποία θὰ χρηματοδοτῇ τὰς ἀναπτυσσομένας χώρας. bbox=[220, 1763, 592, 1805]
c2-headline-5: ΕΙΣ ΤΟ ΣΥΝΕΔΡΙΟΝ ΤΟΥ ΝΑΤΟ ΕΠΡΟΤΑΘΗ Η ΔΗΜΙΟΥΡΓΙΑ ΔΙΕΘΝΟΥΣ ΤΡΑΠΕΖΗΣ ΜΕ ΚΕΦΑΛΑΙΟΝ 10.000.000.000 ΔΟΛΛΑΡΙΩΝ bbox=[231, 1509, 580, 1566]
c2-article-4c: ΟΥΑΣΙΓΚΤΩΝ, 10. (Ἀσ. Πρές).— Ἡ ἑνδεκαέτις Ἑλληνὶς θὰ ὑποβληθῇ εἰς ἐγχείρησιν καρδίας. Ἡ κ. Κέννεντυ ἐδέχθη τὴν μικρὰν εἰς τὸν Λευκὸν Οἶκον. bbox=[220, 1350, 592, 1394]
left-column bbox=[8, 0, 206, 2350]
c3-brief-3: Η ΑΠΟΚΑΤΑΣΤΑΣΙΣ ΤΩΝ ΠΛΗΜΜΥΡΟΠΑΘΩΝ bbox=[661, 1892, 816, 1920]
left-resolution-1: Τὸ διοικητικὸν συμβούλιον ἐκφράζει τὴν βαθυτάτην λύπην του διὰ τὸν θάνατον τοῦ ἐκλεκτοῦ μέλους του καὶ ἀποφασίζει νὰ παραστῇ σύσσωμον εἰς τὴν κηδείαν. bbox=[8, 1158, 206, 1223]
c3-brief-6-text: ΒΟΝΝΗ, 10. (Ρώυτερ).— Ἡ Δυτικὴ Γερμανία ἔθεσεν εἰς τὴν διάθεσιν τοῦ ΝΑΤΟ καὶ ἄλλην μεραρχίαν, ἀνερχομένου οὕτω τοῦ συνόλου εἰς ἐννέα μεραρχίας. bbox=[879, 1765, 1145, 1822]
c2-article-5c: ΠΑΡΙΣΙΟΙ, 10. (Ἀσ. Πρές).— Εἰς τὸ συνέδριον τῶν βουλευτῶν τοῦ ΝΑΤΟ προτάθη ἡ δημιουργία διεθνοῦς τραπέζης, ἡ ὁποία θὰ χρηματοδοτῇ τὰς ἀναπτυσσομένας χώρας. bbox=[220, 1713, 592, 1756]
column-3 bbox=[606, 0, 1145, 2350]
c4-headline-2: Ο κ. ΚΕΝΝΕΝΤΥ ΘΑ ΣΥΝΕΧΙΣΗ ΤΑΣ ΠΡΟΣΠΑΘΕΙΑΣ ΠΡΟΣ ΕΠΙΤΕΥΞΙΝ ΕΙΡΗΝΙΚΟΥ ΔΙΑΚΑΝΟΝΙΣΜΟΥ ΕΠΙ ΤΩΝ ΦΛΕΓΟΝΤΩΝ ΔΙΕΘΝΩΝ ΠΡΟΒΛΗΜΑΤΩΝ bbox=[1171, 687, 1547, 741]
c3-article-4d: ΛΕΥΚΩΣΙΑ, 10. (Ἀσ. Πρές).— Ὁ Πρόεδρος τῆς Κυπριακῆς Δημοκρατίας Ἀρχιεπίσκοπος Μακάριος ἐδήλωσεν ὅτι εἶναι ἀποφασισμένος νὰ ζητήσῃ τὴν ἀναθεώρησιν ὡρισμένων ἄρθρων τοῦ συντάγματος. bbox=[879, 1620, 1145, 1691]
c3-headline-2a: Διεκόπησαν προσωρινῶς αἱ ἀποστολαὶ bbox=[627, 195, 1123, 221]
c3-brief-9-text: ΝΕΟΝ ΔΕΛΧΙ, 10. (Ρώυτερ).— Ἀνηγγέλθη ἡ σύναψις διπλωματικῶν σχέσεων μεταξὺ Ἰνδίας καὶ Κύπρου εἰς ἐπίπεδον πρεσβειῶν. bbox=[879, 1990, 1145, 2033]
